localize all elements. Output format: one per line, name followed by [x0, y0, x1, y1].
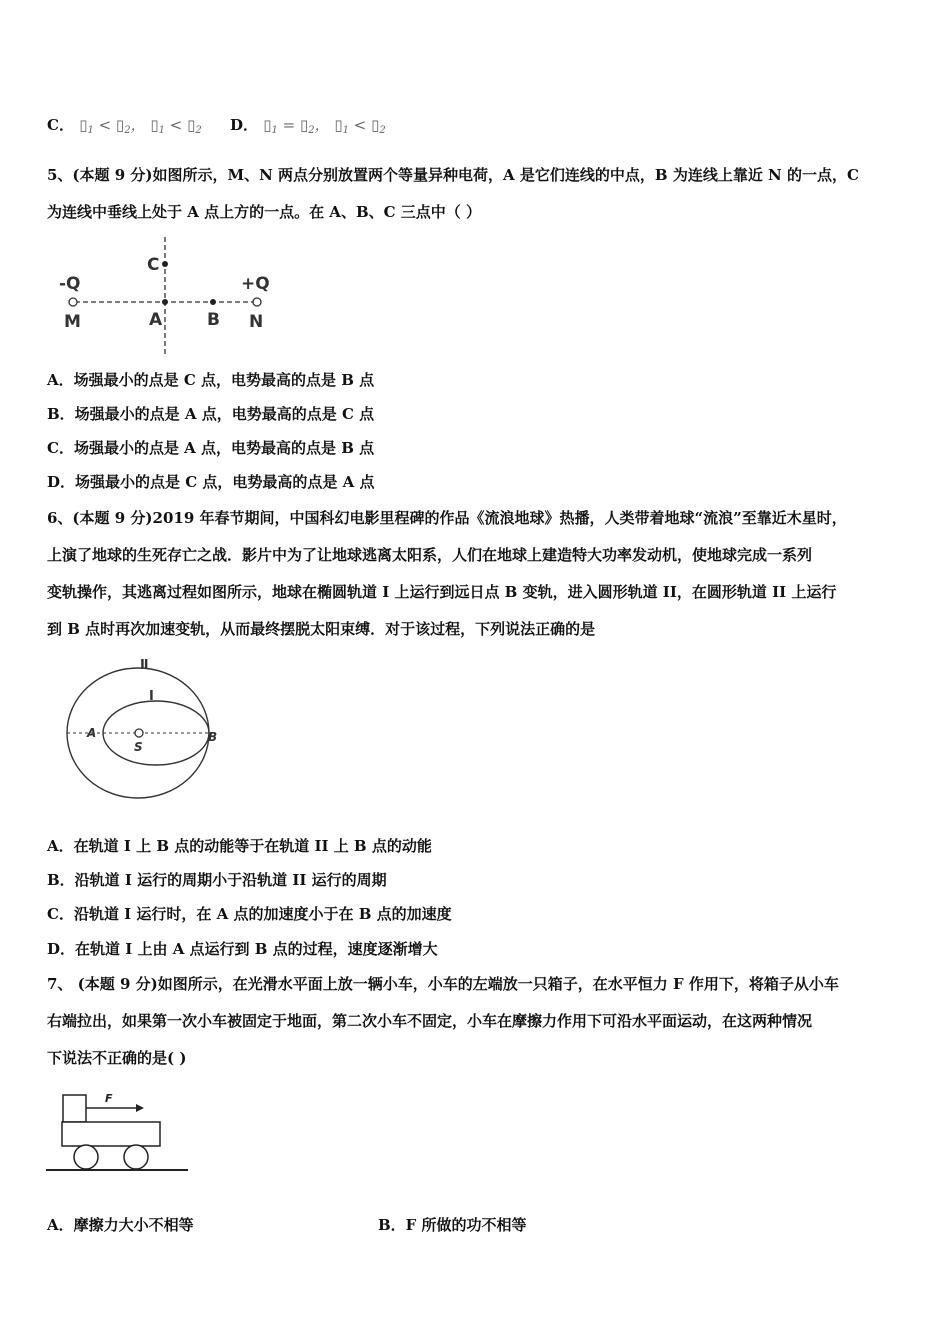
- math-sub: 2: [379, 125, 386, 136]
- q7-option-b: B．F 所做的功不相等: [378, 1216, 527, 1234]
- q7-stem-line-2: 右端拉出，如果第一次小车被固定于地面，第二次小车不固定，小车在摩擦力作用下可沿水平面运动，在这两种情况: [47, 1012, 813, 1030]
- point-b-label: B: [207, 310, 220, 330]
- charge-m-icon: [69, 298, 77, 306]
- q5-stem-line-1: 5、(本题 9 分)如图所示，M、N 两点分别放置两个等量异种电荷，A 是它们连线的中点，B 为连线上靠近 N 的一点，C: [47, 166, 859, 184]
- math-sub: 1: [158, 125, 165, 136]
- q4-option-d: [230, 115, 386, 141]
- point-b-dot: [210, 299, 216, 305]
- q5-option-d: D．场强最小的点是 C 点，电势最高的点是 A 点: [47, 473, 375, 491]
- math-symbol: = ▯: [277, 116, 309, 134]
- math-symbol: < ▯: [93, 116, 125, 134]
- wheel-right-icon: [124, 1145, 148, 1169]
- math-sub: 2: [308, 125, 315, 136]
- q6-option-c: C．沿轨道 I 运行时，在 A 点的加速度小于在 B 点的加速度: [47, 905, 452, 923]
- math-symbol: ， ▯: [314, 116, 343, 134]
- math-symbol: < ▯: [349, 116, 380, 134]
- q4-option-c-math: [79, 116, 202, 134]
- q7-option-a: A．摩擦力大小不相等: [47, 1216, 194, 1234]
- q6-option-a: A．在轨道 I 上 B 点的动能等于在轨道 II 上 B 点的动能: [47, 837, 432, 855]
- q4-option-d-math: [263, 116, 386, 134]
- point-c-label: C: [147, 255, 160, 275]
- q4-option-c-label: C．: [47, 116, 74, 134]
- q7-stem-line-1: 7、 (本题 9 分)如图所示，在光滑水平面上放一辆小车，小车的左端放一只箱子，在水平恒力 F 作用下，将箱子从小车: [47, 975, 839, 993]
- math-sub: 1: [87, 125, 94, 136]
- point-a-dot: [162, 299, 168, 305]
- cart-body-icon: [62, 1122, 160, 1146]
- math-sub: 2: [124, 125, 131, 136]
- q7-figure-cart: [42, 1085, 192, 1180]
- math-sub: 1: [271, 125, 278, 136]
- force-label: F: [105, 1092, 113, 1105]
- orbit-ii-label: Ⅱ: [140, 658, 149, 673]
- q6-figure-orbits: [45, 655, 235, 800]
- q5-option-b: B．场强最小的点是 A 点，电势最高的点是 C 点: [47, 405, 375, 423]
- orbit-i-label: I: [149, 689, 154, 704]
- point-a-label: A: [149, 310, 163, 330]
- point-c-dot: [162, 261, 168, 267]
- point-n-label: N: [249, 312, 264, 332]
- q6-stem-line-1: 6、(本题 9 分)2019 年春节期间，中国科幻电影里程碑的作品《流浪地球》热播，人类带着地球“流浪”至靠近木星时，: [47, 509, 847, 527]
- right-charge-label: +Q: [241, 274, 270, 294]
- sun-icon: [135, 729, 143, 737]
- wheel-left-icon: [74, 1145, 98, 1169]
- q5-figure-charges: [55, 235, 285, 360]
- point-s-label: S: [134, 740, 143, 754]
- q4-option-d-label: D．: [230, 116, 259, 134]
- math-sub: 2: [195, 125, 202, 136]
- q7-stem-line-3: 下说法不正确的是( ): [47, 1049, 187, 1067]
- force-arrow-head-icon: [136, 1104, 144, 1112]
- point-a-label: A: [87, 726, 97, 740]
- box-icon: [63, 1095, 86, 1122]
- math-symbol: ▯: [79, 116, 88, 134]
- q6-option-b: B．沿轨道 I 运行的周期小于沿轨道 II 运行的周期: [47, 871, 387, 889]
- point-b-label: B: [208, 730, 218, 744]
- math-symbol: < ▯: [164, 116, 196, 134]
- charge-n-icon: [253, 298, 261, 306]
- q4-option-c: [47, 115, 202, 141]
- q6-option-d: D．在轨道 I 上由 A 点运行到 B 点的过程，速度逐渐增大: [47, 940, 438, 958]
- q5-option-c: C．场强最小的点是 A 点，电势最高的点是 B 点: [47, 439, 375, 457]
- math-symbol: ▯: [263, 116, 272, 134]
- q5-option-a: A．场强最小的点是 C 点，电势最高的点是 B 点: [47, 371, 375, 389]
- left-charge-label: -Q: [59, 274, 81, 294]
- q5-stem-line-2: 为连线中垂线上处于 A 点上方的一点。在 A、B、C 三点中（ ）: [47, 203, 482, 221]
- q6-stem-line-2: 上演了地球的生死存亡之战．影片中为了让地球逃离太阳系，人们在地球上建造特大功率发动机，使地球完成一系列: [47, 546, 813, 564]
- q6-stem-line-4: 到 B 点时再次加速变轨，从而最终摆脱太阳束缚．对于该过程，下列说法正确的是: [47, 620, 596, 638]
- point-m-label: M: [64, 312, 81, 332]
- q6-stem-line-3: 变轨操作，其逃离过程如图所示，地球在椭圆轨道 I 上运行到远日点 B 变轨，进入圆形轨道 II，在圆形轨道 II 上运行: [47, 583, 837, 601]
- math-sub: 1: [342, 125, 350, 136]
- math-symbol: ， ▯: [130, 116, 159, 134]
